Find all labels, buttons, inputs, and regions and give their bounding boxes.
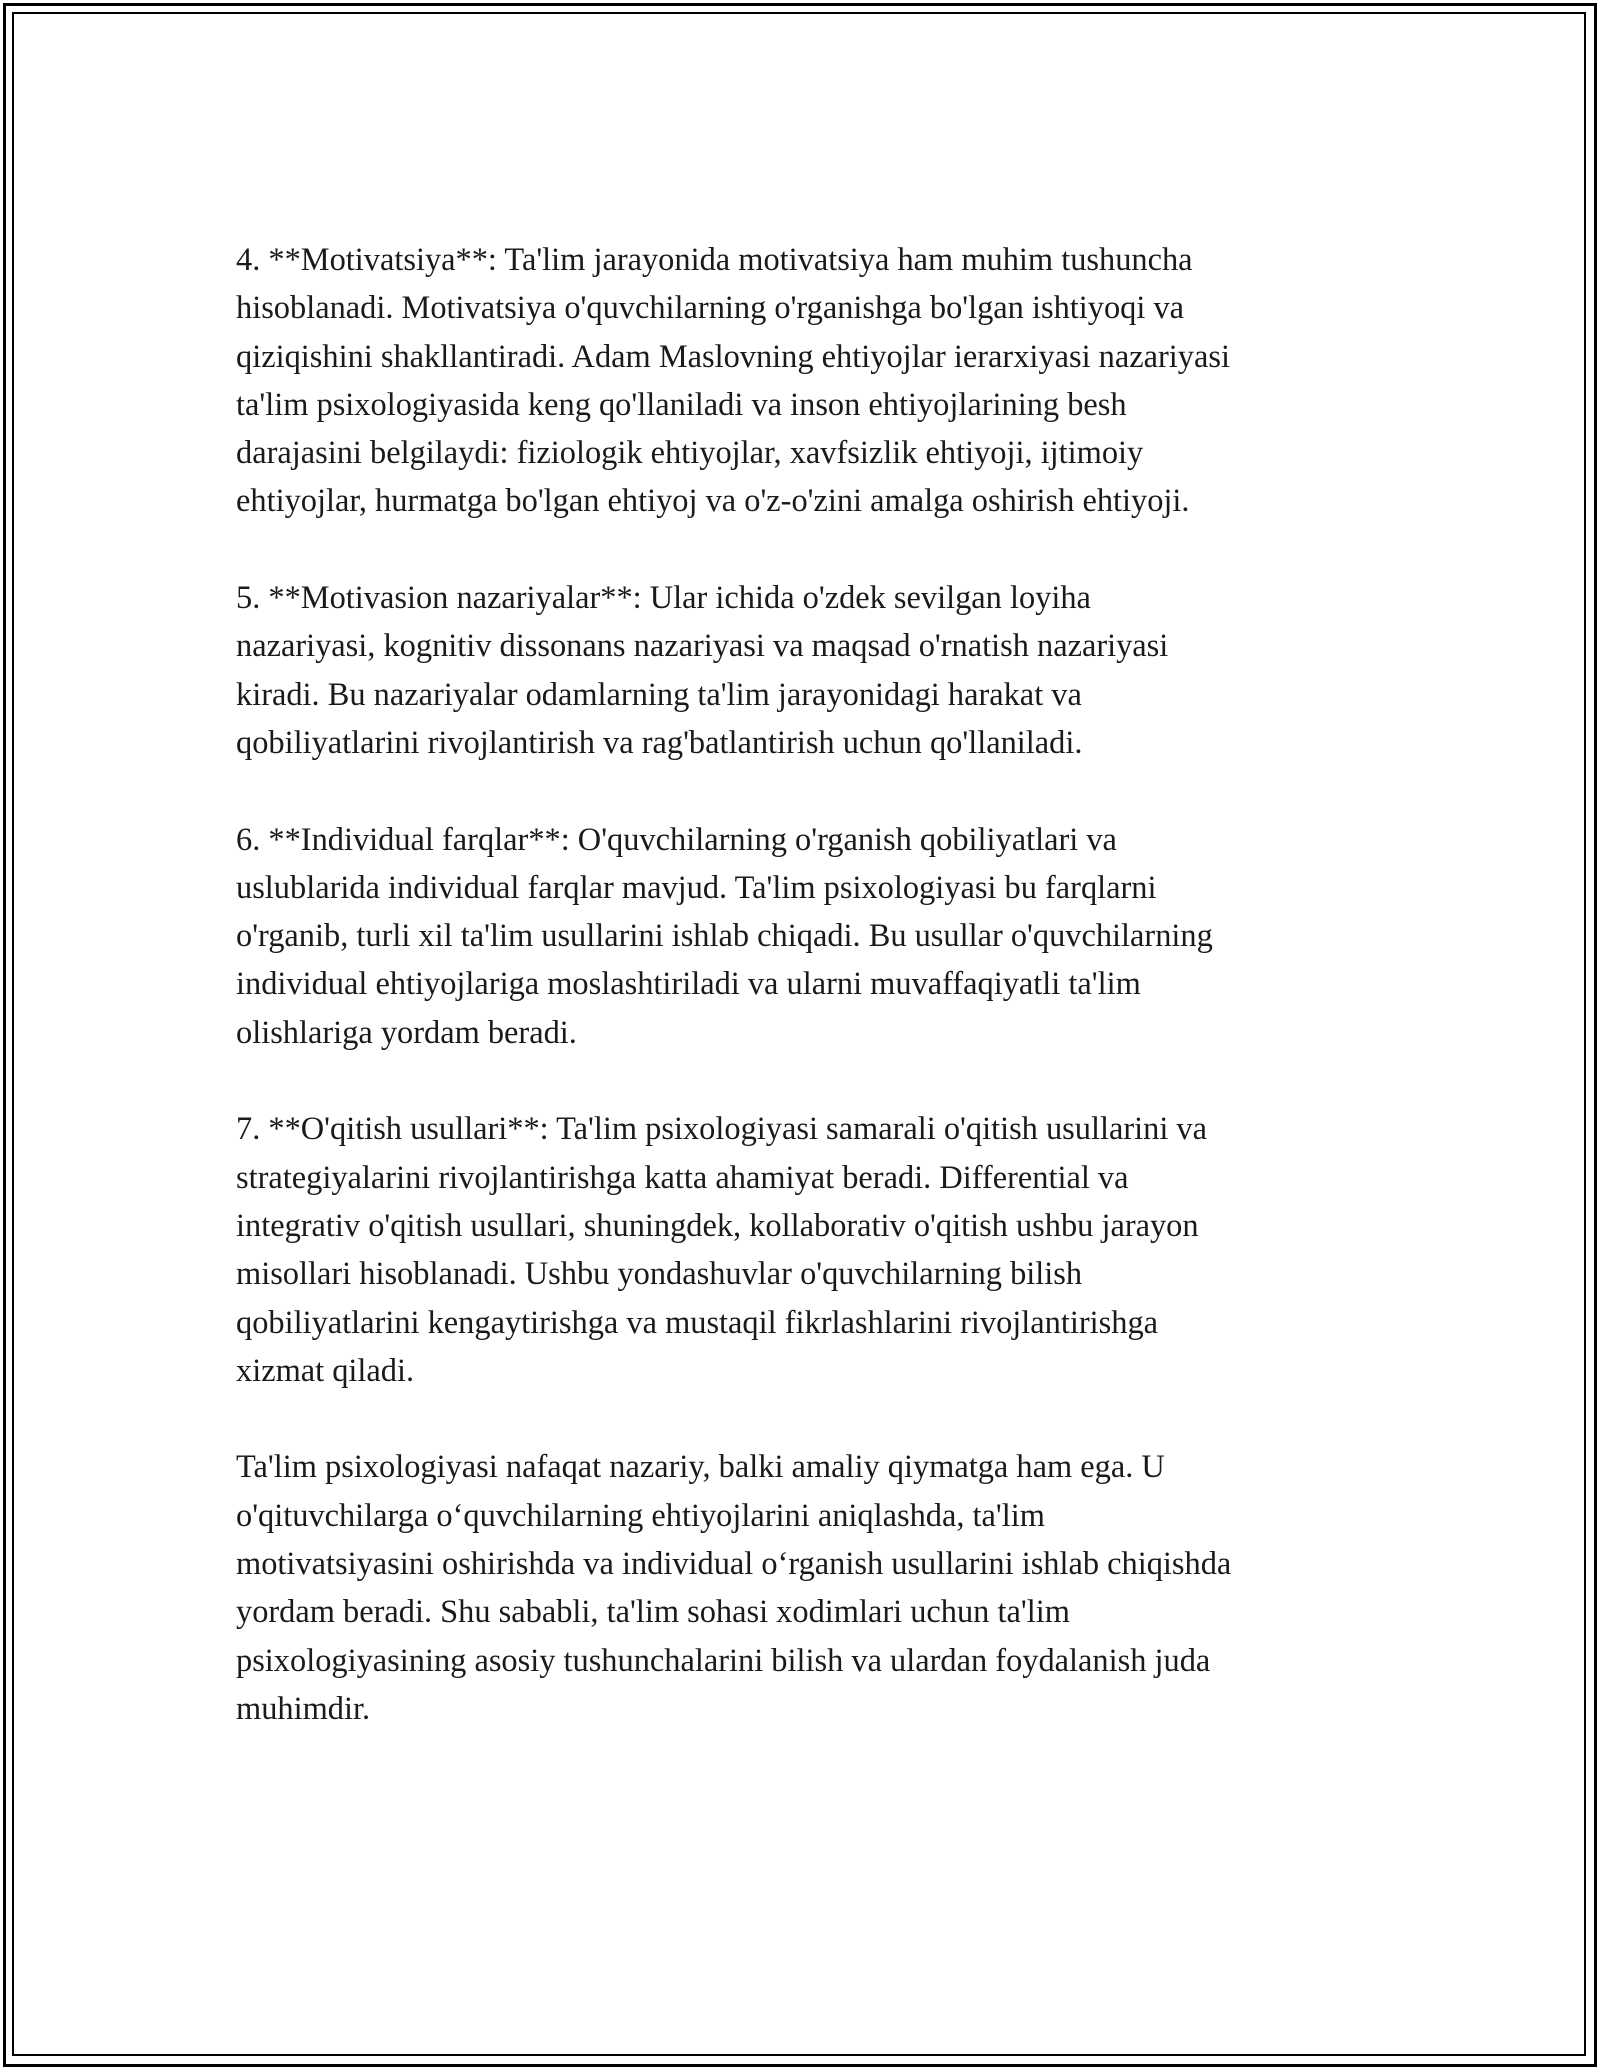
paragraph-motivatsiya: 4. **Motivatsiya**: Ta'lim jarayonida motivatsiya ham muhim tushuncha hisoblanadi. Motivatsiya o'quvchilarning o'rganishga bo'lgan ishtiyoqi va qiziqishini shakllantiradi. Adam Maslovning ehtiyojlar ierarxiyasi nazariyasi ta'lim psixologiyasida keng qo'llaniladi va inson ehtiyojlarining besh darajasini belgilaydi: fiziologik ehtiyojlar, xavfsizlik ehtiyoji, ijtimoiy ehtiyojlar, hurmatga bo'lgan ehtiyoj va o'z-o'zini amalga oshirish ehtiyoji.: [236, 242, 1230, 520]
document-body: [236, 236, 1376, 1782]
paragraph-individual-farqlar: 6. **Individual farqlar**: O'quvchilarning o'rganish qobiliyatlari va uslublarida individual farqlar mavjud. Ta'lim psixologiyasi bu farqlarni o'rganib, turli xil ta'lim usullarini ishlab chiqadi. Bu usullar o'quvchilarning individual ehtiyojlariga moslashtiriladi va ularni muvaffaqiyatli ta'lim olishlariga yordam beradi.: [236, 821, 1213, 1051]
paragraph-conclusion: Ta'lim psixologiyasi nafaqat nazariy, balki amaliy qiymatga ham ega. U o'qituvchilarga o‘quvchilarning ehtiyojlarini aniqlashda, ta'lim motivatsiyasini oshirishda va individual o‘rganish usullarini ishlab chiqishda yordam beradi. Shu sababli, ta'lim sohasi xodimlari uchun ta'lim psixologiyasining asosiy tushunchalarini bilish va ulardan foydalanish juda muhimdir.: [236, 1449, 1232, 1727]
paragraph-oqitish-usullari: 7. **O'qitish usullari**: Ta'lim psixologiyasi samarali o'qitish usullarini va strategiyalarini rivojlantirishga katta ahamiyat beradi. Differential va integrativ o'qitish usullari, shuningdek, kollaborativ o'qitish ushbu jarayon misollari hisoblanadi. Ushbu yondashuvlar o'quvchilarning bilish qobiliyatlarini kengaytirishga va mustaqil fikrlashlarini rivojlantirishga xizmat qiladi.: [236, 1111, 1207, 1389]
paragraph-motivasion-nazariyalar: 5. **Motivasion nazariyalar**: Ular ichida o'zdek sevilgan loyiha nazariyasi, kognitiv dissonans nazariyasi va maqsad o'rnatish nazariyasi kiradi. Bu nazariyalar odamlarning ta'lim jarayonidagi harakat va qobiliyatlarini rivojlantirish va rag'batlantirish uchun qo'llaniladi.: [236, 580, 1169, 761]
